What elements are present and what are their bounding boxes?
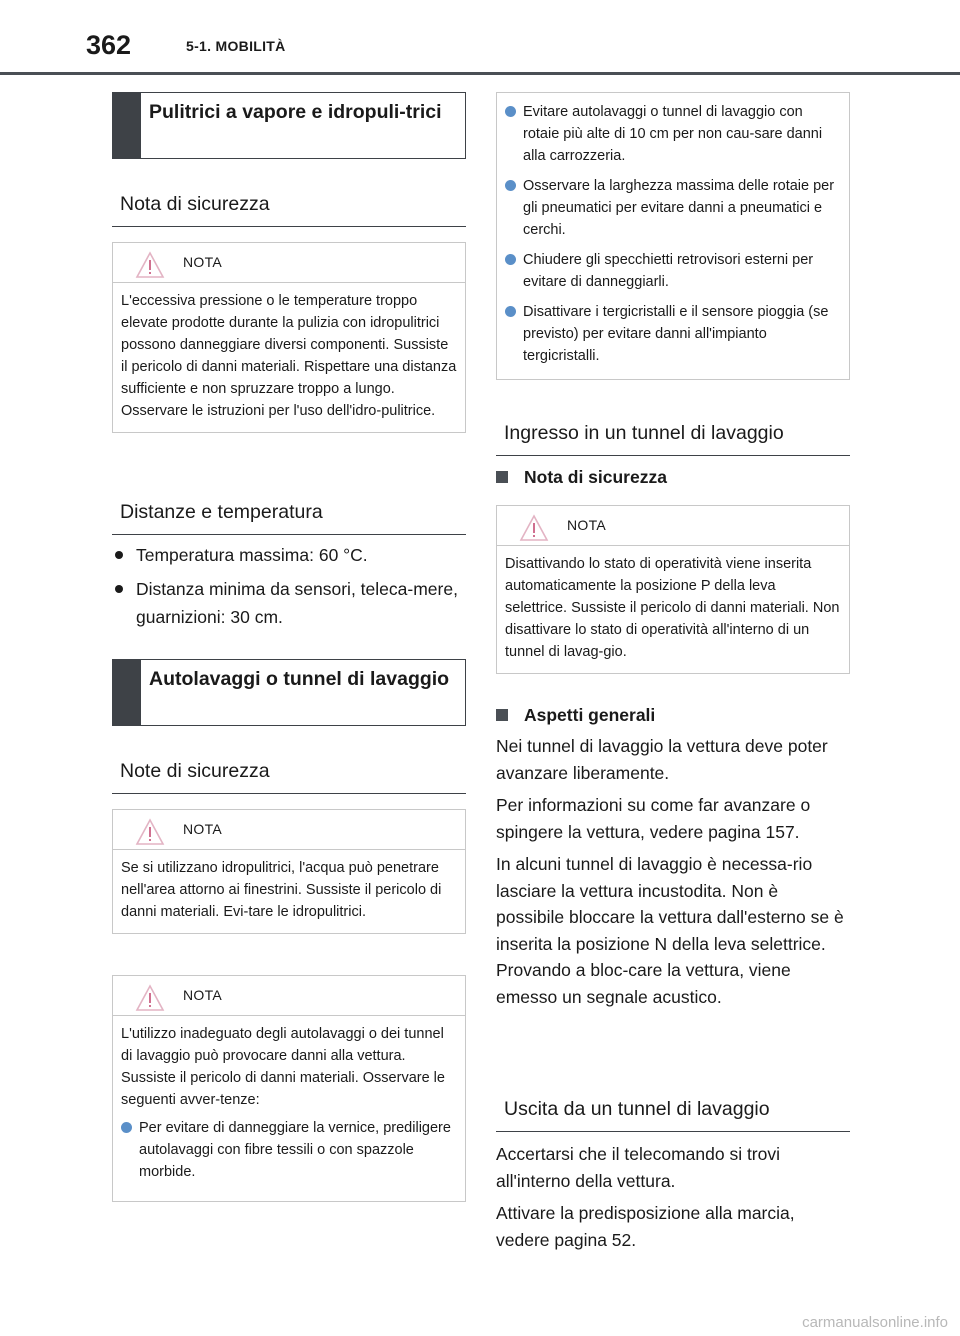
list-item: Disattivare i tergicristalli e il sensore pioggia (se previsto) per evitare danni all'impianto tergicristalli. [505,301,841,367]
nota-box-water [112,809,466,934]
nota-label: NOTA [183,987,223,1003]
continued-nota-box [496,92,850,380]
subheading-safety-note-square: Nota di sicurezza [496,465,850,489]
nota-box-pressure [112,242,466,433]
page-number: 362 [86,30,132,60]
nota-label: NOTA [183,821,223,837]
general-paragraphs [496,733,850,1016]
square-bullet-icon [496,709,508,721]
square-bullet-icon [496,471,508,483]
paragraph: Attivare la predisposizione alla marcia, vedere pagina 52. [496,1203,795,1250]
paragraph: In alcuni tunnel di lavaggio è necessa-rio lasciare la vettura incustodita. Non è possibile bloccare la vettura dall'esterno se è inserita la posizione N della leva selettrice. Provando a bloc-care la vettura, viene emesso un segnale acustico. [496,854,844,1007]
nota-header [497,506,849,546]
paragraph: Accertarsi che il telecomando si trovi all'interno della vettura. [496,1144,780,1191]
list-item: Evitare autolavaggi o tunnel di lavaggio con rotaie più alte di 10 cm per non cau-sare danni alla carrozzeria. [505,101,841,167]
nota-header [113,243,465,283]
nota-text: L'eccessiva pressione o le temperature troppo elevate prodotte durante la pulizia con idropulitrici possono danneggiare diversi componenti. Sussiste il pericolo di danni materiali. Rispettare una distanza sufficiente e non spruzzare troppo a lungo. Osservare le istruzioni per l'uso dell'idro-pulitrice. [121,293,457,419]
nota-text: Se si utilizzano idropulitrici, l'acqua può penetrare nell'area attorno ai finestrini. Sussiste il pericolo di danni materiali. Evi-tare le idropulitrici. [121,860,442,920]
list-item: Distanza minima da sensori, teleca-mere, guarnizioni: 30 cm. [112,575,466,631]
header-rule [0,72,960,75]
warning-triangle-icon [135,251,165,279]
subheading-distances: Distanze e temperatura [112,500,466,535]
nota-text: Disattivando lo stato di operatività viene inserita automaticamente la posizione P della leva selettrice. Sussiste il pericolo di danni materiali. Non disattivare lo stato di operatività all'interno di un tunnel di lavag-gio. [505,556,840,660]
section-title-car-wash: Autolavaggi o tunnel di lavaggio [112,659,466,726]
nota-body [113,1016,465,1201]
nota-box-car-wash [112,975,466,1202]
paragraph: Nei tunnel di lavaggio la vettura deve poter avanzare liberamente. [496,736,828,783]
subheading-safety-note: Nota di sicurezza [112,192,466,227]
nota-label: NOTA [567,517,607,533]
list-item: Temperatura massima: 60 °C. [112,541,466,569]
warning-triangle-icon [135,984,165,1012]
page-header [0,0,960,80]
list-item: Chiudere gli specchietti retrovisori esterni per evitare di danneggiarli. [505,249,841,293]
subheading-safety-notes: Note di sicurezza [112,759,466,794]
subheading-tunnel-exit: Uscita da un tunnel di lavaggio [496,1097,850,1132]
exit-paragraphs [496,1141,850,1259]
paragraph: Per informazioni su come far avanzare o spingere la vettura, vedere pagina 157. [496,795,811,842]
watermark: carmanualsonline.info [802,1314,948,1331]
warning-triangle-icon [519,514,549,542]
distance-bullets [112,541,466,637]
list-item: Osservare la larghezza massima delle rotaie per gli pneumatici per evitare danni a pneumatici e cerchi. [505,175,841,241]
nota-box-operativity [496,505,850,674]
nota-label: NOTA [183,254,223,270]
list-item: Per evitare di danneggiare la vernice, prediligere autolavaggi con fibre tessili o con spazzole morbide. [121,1117,457,1183]
subheading-tunnel-entry: Ingresso in un tunnel di lavaggio [496,421,850,456]
subheading-general-aspects: Aspetti generali [496,703,850,727]
section-title-steam-cleaners: Pulitrici a vapore e idropuli-trici [112,92,466,159]
nota-header [113,976,465,1016]
section-label: 5-1. MOBILITÀ [186,38,286,54]
warning-triangle-icon [135,818,165,846]
nota-header [113,810,465,850]
nota-text: L'utilizzo inadeguato degli autolavaggi o dei tunnel di lavaggio può provocare danni alla vettura. Sussiste il pericolo di danni materiali. Osservare le seguenti avver-tenze: [121,1026,445,1108]
